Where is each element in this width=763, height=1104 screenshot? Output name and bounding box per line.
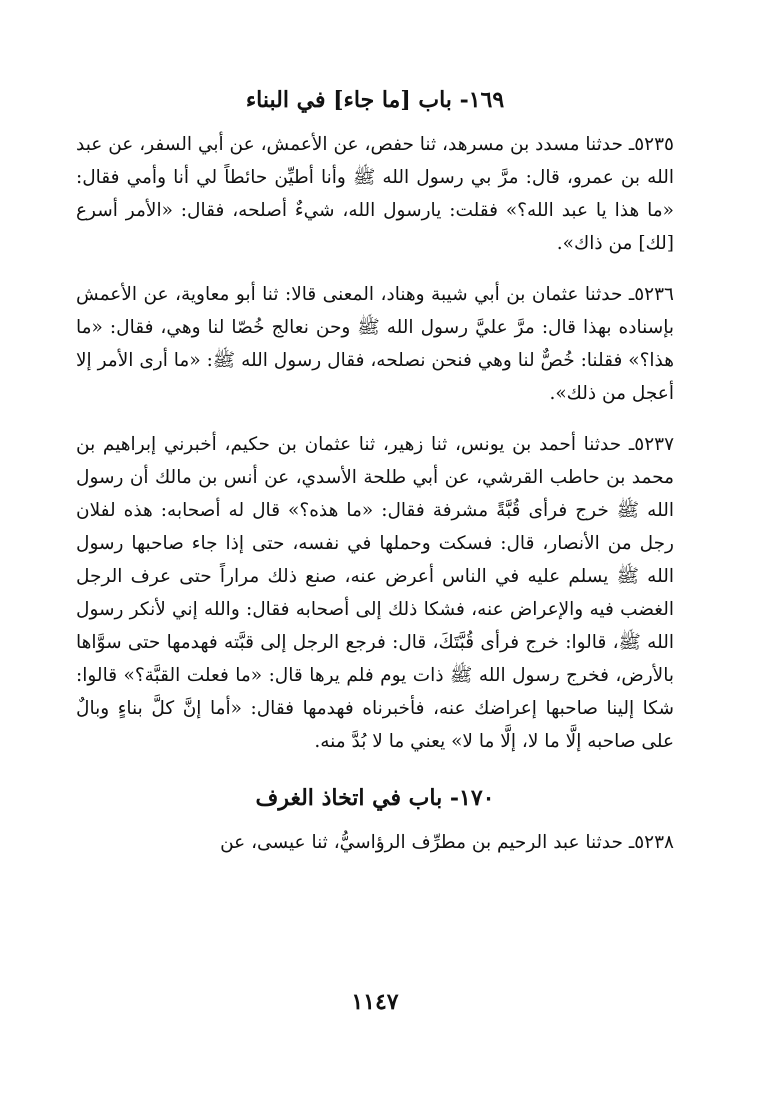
hadith-5235 [76, 128, 674, 260]
hadith-5236 [76, 278, 674, 410]
hadith-text: حدثنا مسدد بن مسرهد، ثنا حفص، عن الأعمش، عن أبي السفر، عن عبد الله بن عمرو، قال: مرَّ بي رسول الله ﷺ وأنا أطيِّن حائطاً لي أنا وأمي فقال: «ما هذا يا عبد الله؟» فقلت: يارسول الله، شيءٌ أصلحه، فقال: «الأمر أسرع [لك] من ذاك». [76, 134, 674, 254]
hadith-5237 [76, 428, 674, 758]
hadith-number: ٥٢٣٥ـ [628, 134, 674, 155]
hadith-text: حدثنا أحمد بن يونس، ثنا زهير، ثنا عثمان بن حكيم، أخبرني إبراهيم بن محمد بن حاطب القرشي، عن أبي طلحة الأسدي، عن أنس بن مالك أن رسول الله ﷺ خرج فرأى قُبَّةً مشرفة فقال: «ما هذه؟» قال له أصحابه: هذه لفلان رجل من الأنصار، قال: فسكت وحملها في نفسه، حتى إذا جاء صاحبها رسول الله ﷺ يسلم عليه في الناس أعرض عنه، صنع ذلك مراراً حتى عرف الرجل الغضب فيه والإعراض عنه، فشكا ذلك إلى أصحابه فقال: والله إني لأنكر رسول الله ﷺ، قالوا: خرج فرأى قُبَّتَكَ، قال: فرجع الرجل إلى قبَّته فهدمها حتى سوَّاها بالأرض، فخرج رسول الله ﷺ ذات يوم فلم يرها قال: «ما فعلت القبَّة؟» قالوا: شكا إلينا صاحبها إعراضك عنه، فأخبرناه فهدمها فقال: «أما إنَّ كلَّ بناءٍ وبالٌ على صاحبه إلَّا ما لا، إلَّا ما لا» يعني ما لا بُدَّ منه. [76, 434, 674, 752]
chapter-heading-170: ١٧٠- باب في اتخاذ الغرف [255, 785, 495, 811]
hadith-number: ٥٢٣٦ـ [628, 284, 674, 305]
hadith-text: حدثنا عثمان بن أبي شيبة وهناد، المعنى قالا: ثنا أبو معاوية، عن الأعمش بإسناده بهذا قال: مرَّ عليَّ رسول الله ﷺ وحن نعالج خُصّا لنا وهي، فقال: «ما هذا؟» فقلنا: خُصٌّ لنا وهي فنحن نصلحه، فقال رسول الله ﷺ: «ما أرى الأمر إلا أعجل من ذلك». [76, 284, 674, 404]
chapter-heading-169: ١٦٩- باب [ما جاء] في البناء [245, 87, 505, 113]
hadith-text: حدثنا عبد الرحيم بن مطرِّف الرؤاسيُّ، ثنا عيسى، عن [220, 832, 623, 853]
document-page [76, 82, 674, 1042]
hadith-number: ٥٢٣٨ـ [628, 832, 674, 853]
hadith-5238 [76, 826, 674, 859]
hadith-number: ٥٢٣٧ـ [628, 434, 675, 455]
page-number: ١١٤٧ [351, 989, 399, 1015]
